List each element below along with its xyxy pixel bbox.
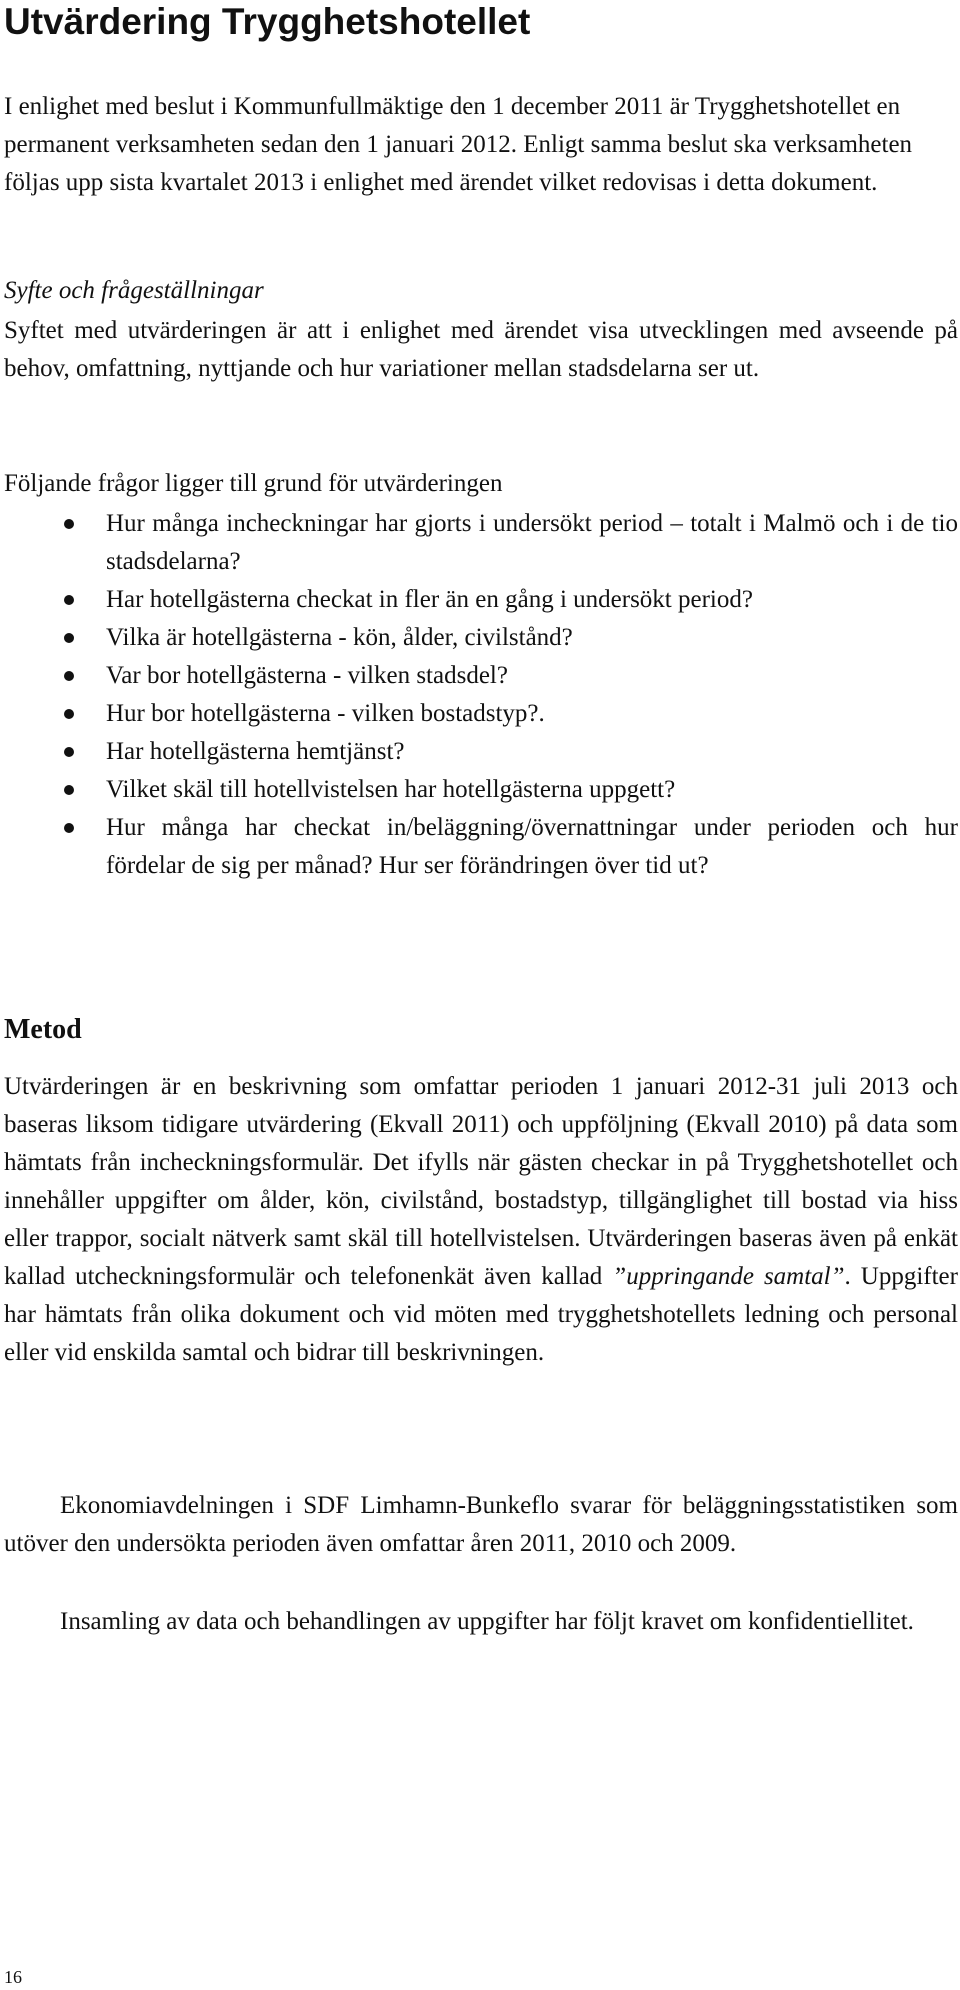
method-paragraph-3: Insamling av data och behandlingen av uppgifter har följt kravet om konfidentiellitet. (60, 1608, 914, 1635)
purpose-heading: Syfte och frågeställningar (4, 277, 264, 304)
list-item (0, 771, 958, 809)
bullet-icon (64, 671, 74, 681)
question-text: Har hotellgästerna hemtjänst? (106, 738, 405, 765)
bullet-icon (64, 633, 74, 643)
list-item (0, 695, 958, 733)
question-text: Hur många har checkat in/beläggning/övernattningar under perioden och hur fördelar de sig per månad? Hur ser förändringen över tid ut? (106, 814, 958, 879)
questions-intro: Följande frågor ligger till grund för utvärderingen (4, 470, 503, 497)
bullet-icon (64, 823, 74, 833)
method-paragraph-1 (4, 1068, 958, 1372)
page-number: 16 (4, 1967, 22, 1987)
list-item (0, 505, 958, 581)
question-text: Vilka är hotellgästerna - kön, ålder, civilstånd? (106, 624, 573, 651)
bullet-icon (64, 747, 74, 757)
method-text-end: . Uppgifter har hämtats från olika dokument och vid möten med trygghetshotellets ledning och personal eller vid enskilda samtal och bidrar till beskrivningen. (4, 1263, 958, 1366)
page-title: Utvärdering Trygghetshotellet (4, 1, 531, 42)
questions-list (0, 505, 958, 885)
method-quote: ”uppringande samtal” (612, 1263, 845, 1290)
method-text-start: Utvärderingen är en beskrivning som omfattar perioden 1 januari 2012-31 juli 2013 och baseras liksom tidigare utvärdering (Ekvall 2011) och uppföljning (Ekvall 2010) på data som hämtats från incheckningsformulär. Det ifylls när gästen checkar in på Trygghetshotellet och innehåller uppgifter om ålder, kön, civilstånd, bostadstyp, tillgänglighet till bostad via hiss eller trappor, socialt nätverk samt skäl till hotellvistelsen. Utvärderingen baseras även på enkät kallad utcheckningsformulär och telefonenkät även kallad (4, 1073, 958, 1290)
method-heading: Metod (4, 1014, 82, 1045)
question-text: Hur bor hotellgästerna - vilken bostadstyp?. (106, 700, 545, 727)
question-text: Vilket skäl till hotellvistelsen har hotellgästerna uppgett? (106, 776, 676, 803)
bullet-icon (64, 595, 74, 605)
bullet-icon (64, 519, 74, 529)
list-item (0, 657, 958, 695)
bullet-icon (64, 709, 74, 719)
list-item (0, 733, 958, 771)
list-item (0, 581, 958, 619)
method-paragraph-2: Ekonomiavdelningen i SDF Limhamn-Bunkeflo svarar för beläggningsstatistiken som utöver den undersökta perioden även omfattar åren 2011, 2010 och 2009. (4, 1492, 958, 1557)
purpose-paragraph: Syftet med utvärderingen är att i enlighet med ärendet visa utvecklingen med avseende på behov, omfattning, nyttjande och hur variationer mellan stadsdelarna ser ut. (4, 317, 958, 382)
list-item (0, 809, 958, 885)
intro-paragraph: I enlighet med beslut i Kommunfullmäktige den 1 december 2011 är Trygghetshotellet en permanent verksamheten sedan den 1 januari 2012. Enligt samma beslut ska verksamheten följas upp sista kvartalet 2013 i enlighet med ärendet vilket redovisas i detta dokument. (4, 93, 913, 196)
bullet-icon (64, 785, 74, 795)
list-item (0, 619, 958, 657)
question-text: Var bor hotellgästerna - vilken stadsdel? (106, 662, 508, 689)
question-text: Har hotellgästerna checkat in fler än en gång i undersökt period? (106, 586, 753, 613)
question-text: Hur många incheckningar har gjorts i undersökt period – totalt i Malmö och i de tio stadsdelarna? (106, 510, 958, 575)
